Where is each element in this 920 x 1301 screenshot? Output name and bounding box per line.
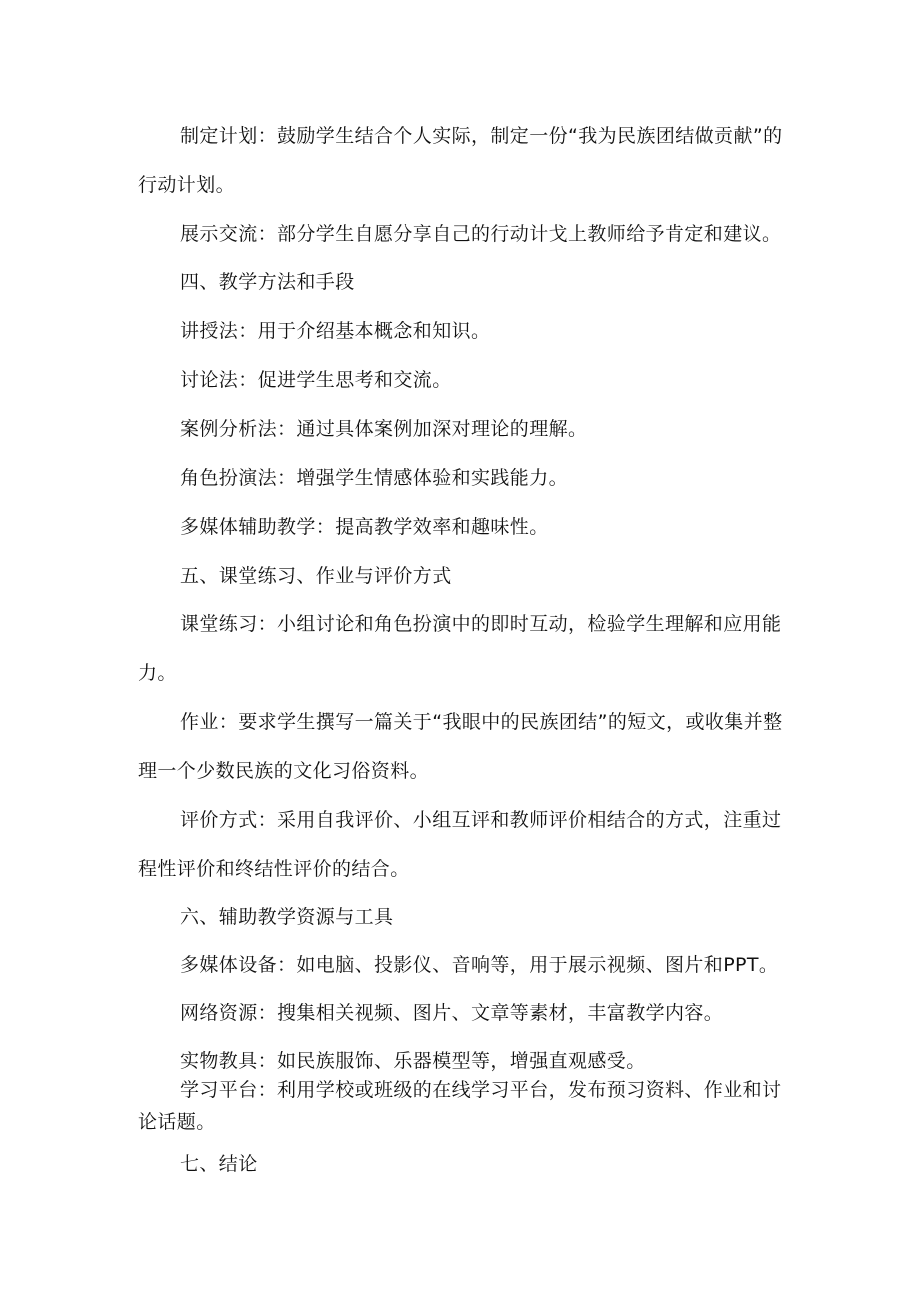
paragraph-discussion: 讨论法：促进学生思考和交流。: [180, 369, 452, 391]
paragraph-multimedia: 多媒体辅助教学：提高教学效率和趣味性。: [180, 516, 549, 538]
paragraph-evaluation: 评价方式：采用自我评价、小组互评和教师评价相结合的方式，注重过程性评价和终结性评价的结合。: [138, 809, 782, 880]
paragraph-platform: 学习平台：利用学校或班级的在线学习平台，发布预习资料、作业和讨论话题。: [138, 1079, 782, 1133]
paragraph-plan: 制定计划：鼓励学生结合个人实际，制定一份“我为民族团结做贡献”的行动计划。: [138, 125, 783, 196]
paragraph-roleplay: 角色扮演法：增强学生情感体验和实践能力。: [180, 467, 569, 489]
paragraph-devices: 多媒体设备：如电脑、投影仪、音响等，用于展示视频、图片和PPT。: [180, 954, 779, 976]
paragraph-practice: 课堂练习：小组讨论和角色扮演中的即时互动，检验学生理解和应用能力。: [138, 613, 782, 684]
section-heading-4: 四、教学方法和手段: [180, 271, 355, 293]
section-heading-7: 七、结论: [180, 1153, 258, 1175]
paragraph-homework: 作业：要求学生撰写一篇关于“我眼中的民族团结”的短文，或收集并整理一个少数民族的文化习俗资料。: [138, 711, 783, 782]
paragraph-network: 网络资源：搜集相关视频、图片、文章等素材，丰富教学内容。: [180, 1002, 724, 1024]
paragraph-lecture: 讲授法：用于介绍基本概念和知识。: [180, 320, 491, 342]
section-heading-6: 六、辅助教学资源与工具: [180, 906, 394, 928]
paragraph-share: 展示交流：部分学生自愿分享自己的行动计戈上教师给予肯定和建议。: [180, 223, 782, 245]
section-heading-5: 五、课堂练习、作业与评价方式: [180, 565, 452, 587]
paragraph-case: 案例分析法：通过具体案例加深对理论的理解。: [180, 418, 588, 440]
paragraph-teaching-aids: 实物教具：如民族服饰、乐器模型等，增强直观感受。: [180, 1050, 646, 1072]
